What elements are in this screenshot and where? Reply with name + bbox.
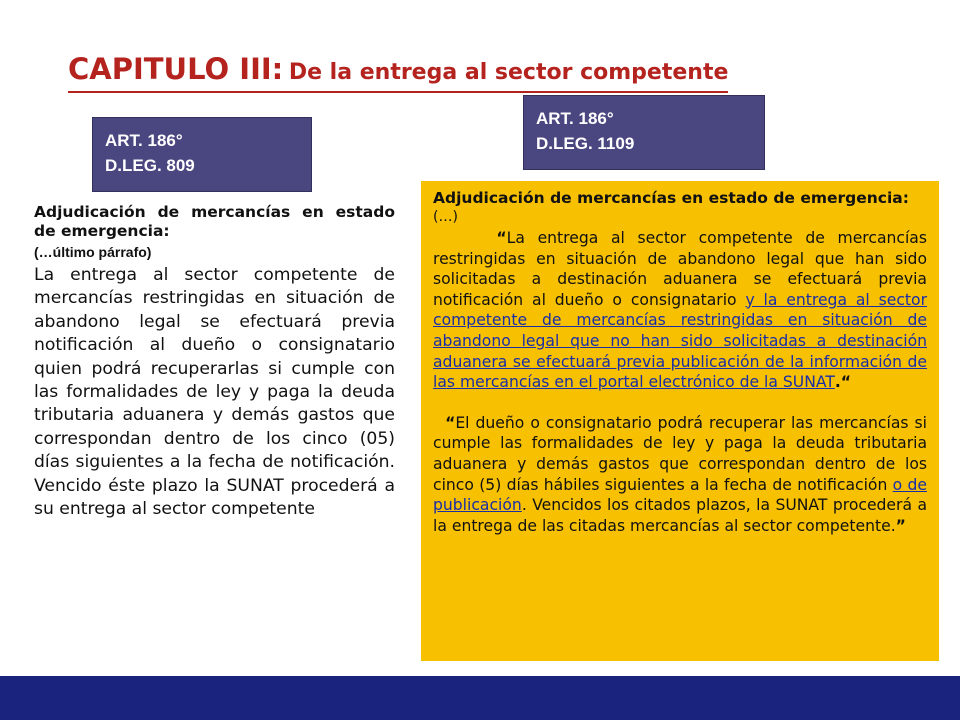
left-heading: Adjudicación de mercancías en estado de emergencia: — [34, 203, 395, 240]
paragraph-1-text: La entrega al sector competente de mercancías restringidas en situación de abandono legal que han sido solicitadas a destinación aduanera se efectuará previa notificación al dueño o consignatario — [433, 229, 927, 309]
paragraph-2-text: El dueño o consignatario podrá recuperar las mercancías si cumple las formalidades de ley y paga la deuda tributaria aduanera y demás gastos que correspondan dentro de los cinco (5) días hábiles siguientes a la fecha de notificación — [433, 413, 927, 494]
close-quote: .“ — [834, 373, 852, 392]
chapter-title-number: CAPITULO III: — [68, 52, 284, 86]
article-box-dleg-1109 — [523, 95, 765, 170]
open-quote: “ — [445, 413, 456, 432]
article-box-dleg-809 — [92, 117, 312, 192]
amended-text-link: y la entrega al sector competente de mercancías restringidas en situación de abandono legal que no han sido solicitadas a destinación aduanera se efectuará previa publicación de la información de las mercancías en el portal electrónico de la SUNAT — [433, 290, 927, 392]
article-box-line1: ART. 186° — [536, 109, 614, 128]
publication-link: o de publicación — [433, 475, 927, 515]
paragraph-2-rest: . Vencidos los citados plazos, la SUNAT procederá a la entrega de las citadas mercancías al sector competente. — [433, 496, 927, 535]
article-box-line2: D.LEG. 1109 — [536, 134, 635, 153]
close-quote: ” — [895, 516, 906, 535]
chapter-title-text: De la entrega al sector competente — [288, 60, 729, 85]
article-box-line1: ART. 186° — [105, 131, 183, 150]
left-article-text — [34, 203, 395, 521]
left-subheading: (…último párrafo) — [34, 244, 152, 260]
footer-bar — [0, 676, 960, 720]
left-body-text: La entrega al sector competente de mercancías restringidas en situación de abandono legal se efectuará previa notificación al dueño o consignatario quien podrá recuperarlas si cumple con las formalidades de ley y paga la deuda tributaria aduanera y demás gastos que correspondan dentro de los cinco (05) días siguientes a la fecha de notificación. Vencido éste plazo la SUNAT procederá a su entrega al sector competente — [34, 265, 395, 520]
right-article-panel — [419, 179, 941, 663]
chapter-title — [68, 52, 728, 93]
right-heading: Adjudicación de mercancías en estado de emergencia: — [433, 189, 909, 207]
article-box-line2: D.LEG. 809 — [105, 156, 195, 175]
right-paragraph-2 — [433, 413, 927, 537]
right-paragraph-1 — [433, 228, 927, 393]
open-quote: “ — [496, 229, 507, 247]
right-subheading: (…) — [433, 209, 458, 225]
